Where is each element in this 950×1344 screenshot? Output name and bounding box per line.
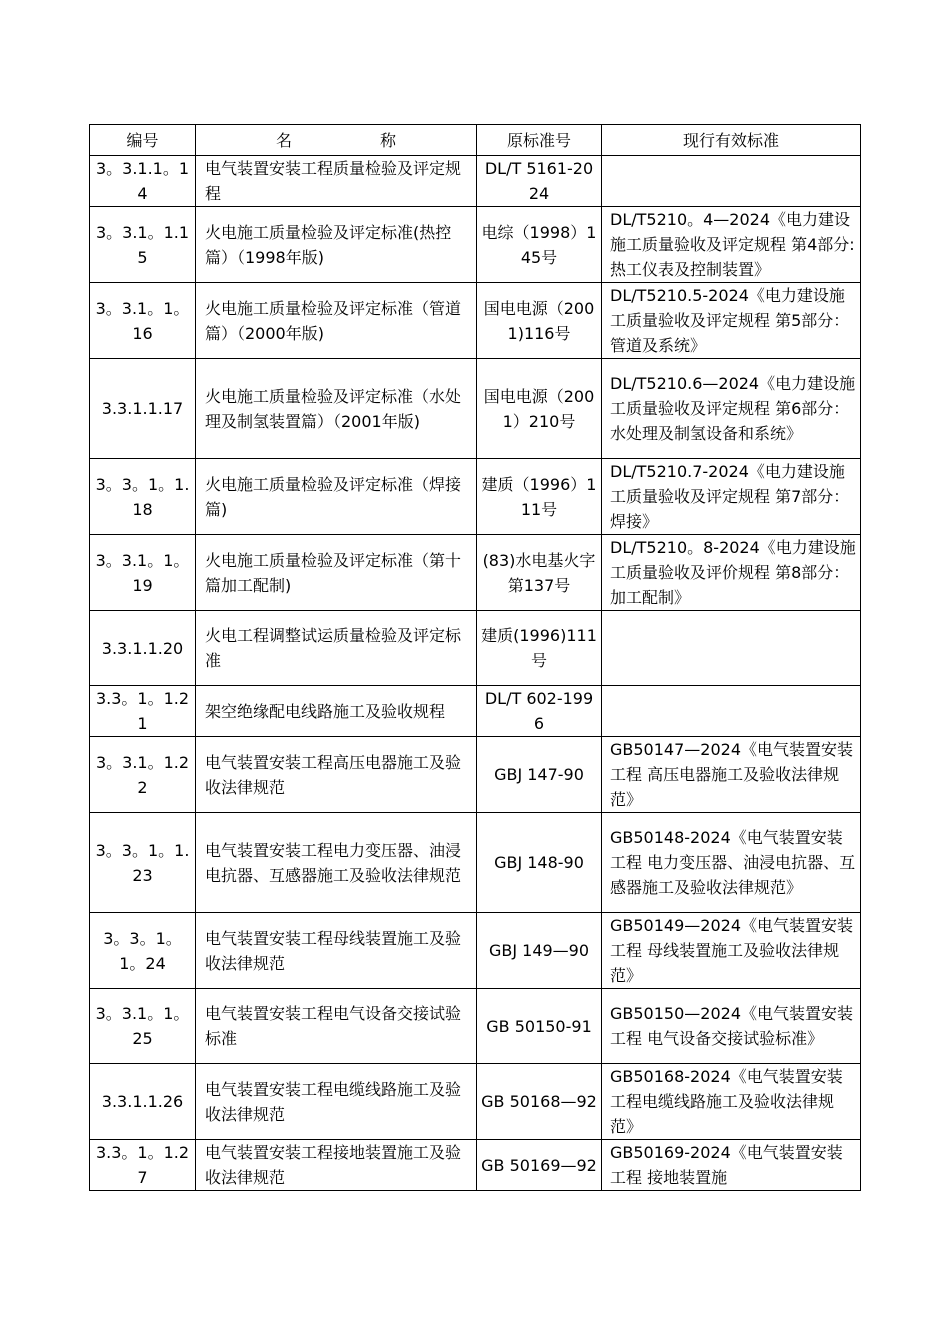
current-standard-cell: GB50168-2024《电气装置安装工程电缆线路施工及验收法律规范》 [602,1064,861,1140]
current-standard-cell: GB50150—2024《电气装置安装工程 电气设备交接试验标准》 [602,989,861,1064]
original-standard-cell: DL/T 602-1996 [477,686,602,737]
standard-name-cell: 电气装置安装工程母线装置施工及验收法律规范 [196,913,477,989]
header-number: 编号 [90,125,196,156]
standard-name-cell: 火电施工质量检验及评定标准（水处理及制氢装置篇）（2001年版) [196,359,477,459]
table-row [90,737,861,813]
header-current: 现行有效标准 [602,125,861,156]
header-name-part2: 称 [380,130,397,150]
table-row [90,1064,861,1140]
standard-number-cell: 3。3.1。1。25 [90,989,196,1064]
standard-name-cell: 架空绝缘配电线路施工及验收规程 [196,686,477,737]
standard-number-cell: 3。3.1。1。16 [90,283,196,359]
standard-number-cell: 3.3.1.1.17 [90,359,196,459]
original-standard-cell: 建质（1996）111号 [477,459,602,535]
current-standard-cell [602,156,861,207]
current-standard-cell [602,611,861,686]
table-row [90,459,861,535]
standard-number-cell: 3。3.1。1.22 [90,737,196,813]
standard-name-cell: 火电施工质量检验及评定标准（焊接篇) [196,459,477,535]
standard-name-cell: 电气装置安装工程电气设备交接试验标准 [196,989,477,1064]
original-standard-cell: GBJ 147-90 [477,737,602,813]
standard-name-cell: 火电工程调整试运质量检验及评定标准 [196,611,477,686]
table-row [90,813,861,913]
current-standard-cell [602,686,861,737]
standard-name-cell: 火电施工质量检验及评定标准(热控篇）（1998年版) [196,207,477,283]
table-row [90,913,861,989]
original-standard-cell: (83)水电基火字第137号 [477,535,602,611]
table-row [90,989,861,1064]
current-standard-cell: GB50149—2024《电气装置安装工程 母线装置施工及验收法律规范》 [602,913,861,989]
standard-number-cell: 3.3。1。1.27 [90,1140,196,1191]
standard-number-cell: 3。3.1。1.15 [90,207,196,283]
table-row [90,1140,861,1191]
table-row [90,283,861,359]
standards-table [89,124,861,1191]
standard-number-cell: 3.3.1.1.26 [90,1064,196,1140]
standard-number-cell: 3。3。1。1.23 [90,813,196,913]
table-row [90,611,861,686]
standard-number-cell: 3。3。1。1。24 [90,913,196,989]
original-standard-cell: GBJ 149—90 [477,913,602,989]
current-standard-cell: GB50147—2024《电气装置安装工程 高压电器施工及验收法律规范》 [602,737,861,813]
table-row [90,359,861,459]
table-row [90,535,861,611]
original-standard-cell: GB 50169—92 [477,1140,602,1191]
original-standard-cell: 电综（1998）145号 [477,207,602,283]
original-standard-cell: GBJ 148-90 [477,813,602,913]
header-name-part1: 名 [275,130,292,150]
original-standard-cell: 建质(1996)111号 [477,611,602,686]
table-header-row [90,125,861,156]
original-standard-cell: GB 50168—92 [477,1064,602,1140]
standard-name-cell: 火电施工质量检验及评定标准（管道篇）（2000年版) [196,283,477,359]
standard-name-cell: 火电施工质量检验及评定标准（第十篇加工配制) [196,535,477,611]
current-standard-cell: DL/T5210.5-2024《电力建设施工质量验收及评定规程 第5部分：管道及系统》 [602,283,861,359]
current-standard-cell: DL/T5210.6—2024《电力建设施工质量验收及评定规程 第6部分：水处理及制氢设备和系统》 [602,359,861,459]
current-standard-cell: GB50148-2024《电气装置安装工程 电力变压器、油浸电抗器、互感器施工及验收法律规范》 [602,813,861,913]
standard-name-cell: 电气装置安装工程质量检验及评定规程 [196,156,477,207]
standard-number-cell: 3.3。1。1.21 [90,686,196,737]
current-standard-cell: DL/T5210.7-2024《电力建设施工质量验收及评定规程 第7部分：焊接》 [602,459,861,535]
current-standard-cell: DL/T5210。8-2024《电力建设施工质量验收及评价规程 第8部分：加工配制》 [602,535,861,611]
header-name [196,125,477,156]
standard-name-cell: 电气装置安装工程电缆线路施工及验收法律规范 [196,1064,477,1140]
table-row [90,686,861,737]
standard-number-cell: 3.3.1.1.20 [90,611,196,686]
header-original: 原标准号 [477,125,602,156]
standard-number-cell: 3。3.1。1。19 [90,535,196,611]
standard-number-cell: 3。3。1。1.18 [90,459,196,535]
current-standard-cell: GB50169-2024《电气装置安装工程 接地装置施 [602,1140,861,1191]
original-standard-cell: 国电电源（2001)116号 [477,283,602,359]
original-standard-cell: 国电电源（2001）210号 [477,359,602,459]
table-row [90,156,861,207]
table-row [90,207,861,283]
current-standard-cell: DL/T5210。4—2024《电力建设施工质量验收及评定规程 第4部分:热工仪表及控制装置》 [602,207,861,283]
standard-name-cell: 电气装置安装工程接地装置施工及验收法律规范 [196,1140,477,1191]
standard-number-cell: 3。3.1.1。14 [90,156,196,207]
standard-name-cell: 电气装置安装工程电力变压器、油浸电抗器、互感器施工及验收法律规范 [196,813,477,913]
original-standard-cell: DL/T 5161-2024 [477,156,602,207]
original-standard-cell: GB 50150-91 [477,989,602,1064]
standard-name-cell: 电气装置安装工程高压电器施工及验收法律规范 [196,737,477,813]
